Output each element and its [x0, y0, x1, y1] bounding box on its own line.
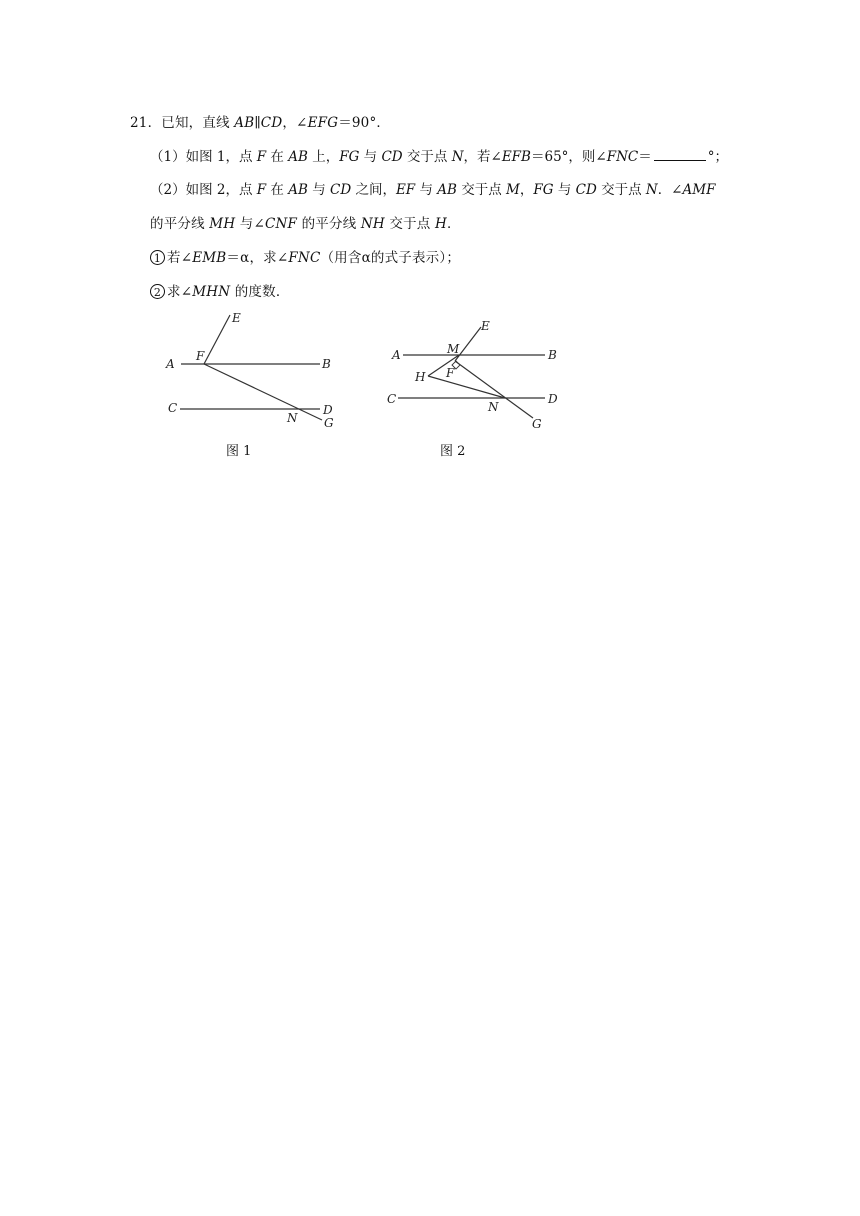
part-2-line-1: （2）如图 2，点 F 在 AB 与 CD 之间，EF 与 AB 交于点 M，FG 与 CD 交于点 N．∠AMF: [150, 182, 716, 198]
label-h: H: [415, 370, 426, 384]
circled-number-2: 2: [150, 284, 165, 299]
bisector-mh: [428, 355, 459, 376]
circled-number-1: 1: [150, 250, 165, 265]
figure-2: [385, 315, 585, 435]
label-a: A: [392, 348, 401, 362]
sub-question-1: 1 若∠EMB＝α，求∠FNC（用含α的式子表示）；: [150, 249, 460, 267]
label-a: A: [166, 357, 175, 371]
label-f: F: [446, 366, 455, 380]
answer-blank[interactable]: [654, 148, 706, 161]
label-f: F: [196, 349, 205, 363]
question-number: 21．: [130, 115, 162, 131]
ray-fg: [204, 364, 322, 420]
figure-2-caption: 图 2: [440, 444, 466, 459]
figure-1: [160, 305, 360, 435]
label-n: N: [287, 411, 298, 425]
bisector-nh: [428, 376, 505, 398]
label-g: G: [324, 416, 334, 430]
label-g: G: [532, 417, 542, 431]
label-b: B: [322, 357, 331, 371]
question-stem: 21．已知，直线 AB∥CD，∠EFG＝90°．: [130, 115, 391, 131]
sub-question-2: 2 求∠MHN 的度数．: [150, 283, 290, 301]
label-c: C: [387, 392, 397, 406]
figure-1-caption: 图 1: [226, 444, 252, 459]
label-d: D: [548, 392, 558, 406]
label-d: D: [323, 403, 333, 417]
part-1: （1）如图 1，点 F 在 AB 上，FG 与 CD 交于点 N，若∠EFB＝65°，则∠FNC＝ °；: [150, 149, 728, 165]
label-m: M: [447, 342, 460, 356]
ray-fe: [204, 315, 230, 364]
label-e: E: [481, 319, 490, 333]
label-e: E: [232, 311, 241, 325]
part-2-line-2: 的平分线 MH 与∠CNF 的平分线 NH 交于点 H．: [150, 216, 461, 232]
label-c: C: [168, 401, 178, 415]
label-n: N: [488, 400, 499, 414]
label-b: B: [548, 348, 557, 362]
